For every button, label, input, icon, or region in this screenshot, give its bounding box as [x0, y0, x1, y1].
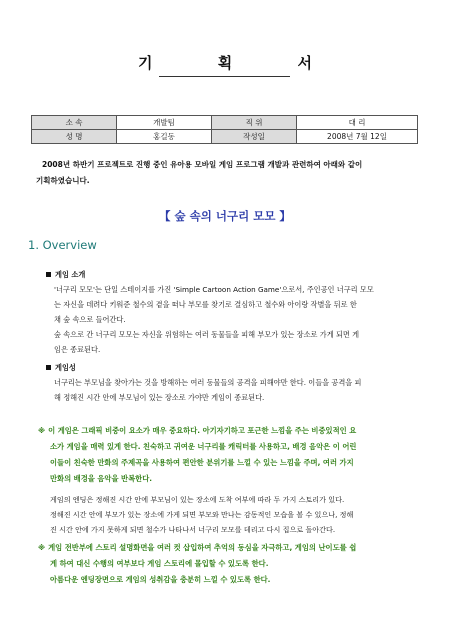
note-line: 아름다운 엔딩장면으로 게임의 성취감을 충분히 느낄 수 있도록 한다. [50, 575, 271, 584]
body-line: 정해진 시간 안에 부모가 있는 장소에 가게 되면 부모와 만나는 감동적인 모습을 볼 수 있으나, 정해 [50, 510, 354, 519]
document-title: 기 획 서 [138, 54, 342, 72]
intro-line: 기획하였습니다. [36, 176, 90, 185]
value-department: 개발팀 [117, 116, 212, 130]
table-row [32, 130, 418, 144]
game-intro-heading [46, 267, 436, 282]
label-date: 작성일 [212, 130, 297, 144]
label-name: 성 명 [32, 130, 117, 144]
note-line: 만화의 배경을 음악을 반복한다. [50, 474, 153, 483]
label-department: 소 속 [32, 116, 117, 130]
story-note [38, 540, 438, 588]
project-banner: 【 숲 속의 너구리 모모 】 [159, 209, 291, 223]
value-name: 홍길동 [117, 130, 212, 144]
heading-text: 게임 소개 [55, 270, 86, 279]
graphics-note [38, 423, 438, 487]
ending-paragraph [50, 492, 440, 537]
note-line: 게임 전반부에 스토리 설명화면을 여러 컷 삽입하여 추억의 동심을 자극하고, 게임의 난이도를 쉽 [48, 543, 357, 552]
body-line: 는 자신을 데려다 키워준 철수의 곁을 떠나 부모를 찾기로 결심하고 철수와 아이랑 작별을 뒤로 한 [54, 300, 357, 309]
body-line: 숲 속으로 간 너구리 모모는 자신을 위험하는 여러 동물들을 피해 부모가 있는 장소로 가게 되면 게 [54, 330, 360, 339]
body-line: 채 숲 속으로 들어간다. [54, 315, 126, 324]
value-date: 2008년 7월 12일 [297, 130, 418, 144]
note-line: 게 하여 대신 수행의 여부보다 게임 스토리에 몰입할 수 있도록 한다. [50, 559, 269, 568]
body-line: 임은 종료된다. [54, 345, 101, 354]
body-line: '너구리 모모'는 단일 스테이지를 가진 'Simple Cartoon Action Game'으로서, 주인공인 너구리 모모 [54, 285, 374, 294]
note-line: 이들이 친숙한 만화의 주제곡을 사용하여 편안한 분위기를 느낄 수 있는 느낌을 주며, 여러 가지 [50, 458, 354, 467]
body-line: 게임의 엔딩은 정해진 시간 안에 부모님이 있는 장소에 도착 여부에 따라 두 가지 스토리가 있다. [50, 495, 345, 504]
section-heading: 1. Overview [28, 238, 97, 252]
body-line: 너구리는 부모님을 찾아가는 것을 방해하는 여러 동물들의 공격을 피해야만 한다. 이들을 공격을 피 [54, 378, 362, 387]
reference-mark-icon: ※ [38, 426, 46, 435]
game-rules-block [46, 360, 436, 405]
intro-paragraph [36, 157, 420, 189]
info-table [31, 115, 418, 144]
body-line: 진 시간 안에 가지 못하게 되면 철수가 나타나서 너구리 모모를 데리고 다시 집으로 돌아간다. [50, 525, 336, 534]
heading-text: 게임성 [55, 363, 76, 372]
value-position: 대 리 [297, 116, 418, 130]
reference-mark-icon: ※ [38, 543, 46, 552]
game-intro-block [46, 267, 436, 357]
body-line: 해 정해진 시간 안에 부모님이 있는 장소로 가야만 게임이 종료된다. [54, 393, 265, 402]
label-position: 직 위 [212, 116, 297, 130]
note-line: 소가 게임을 매력 있게 한다. 친숙하고 귀여운 너구리를 캐릭터를 사용하고, 배경 음악은 이 어린 [50, 442, 357, 451]
table-row [32, 116, 418, 130]
square-bullet-icon [46, 365, 51, 370]
title-underline [159, 76, 290, 77]
square-bullet-icon [46, 272, 51, 277]
note-line: 이 게임은 그래픽 비중이 요소가 매우 중요하다. 아기자기하고 포근한 느낌을 주는 비중있적인 요 [48, 426, 357, 435]
game-rules-heading [46, 360, 436, 375]
intro-line: 2008년 하반기 프로젝트로 진행 중인 유아용 모바일 게임 프로그램 개발과 관련하여 아래와 같이 [42, 160, 363, 169]
